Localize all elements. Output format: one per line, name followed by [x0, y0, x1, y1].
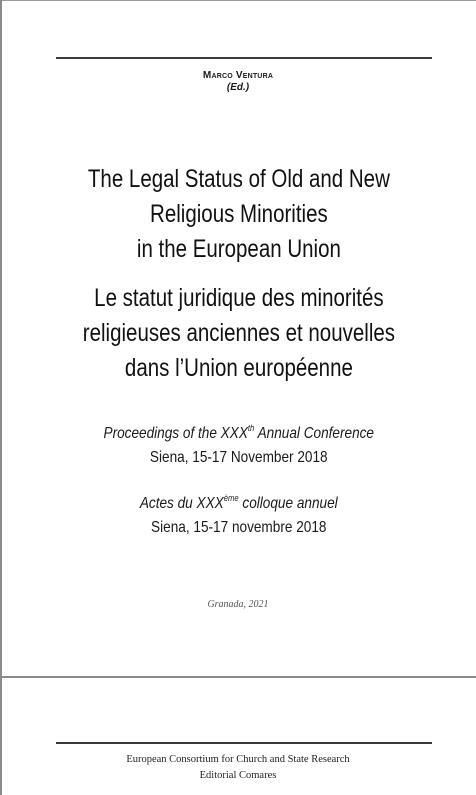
- proceedings-english-place-date: Siena, 15-17 November 2018: [149, 449, 328, 466]
- proceedings-french-sup: ème: [223, 493, 239, 503]
- title-french-line-2: religieuses anciennes et nouvelles: [82, 319, 396, 347]
- title-english-line-2: Religious Minorities: [150, 200, 328, 228]
- editor-block: [0, 70, 476, 94]
- title-english-line-1: The Legal Status of Old and New: [87, 165, 390, 193]
- title-english: [44, 162, 434, 267]
- proceedings-english-suffix: Annual Conference: [254, 425, 375, 442]
- proceedings-english: [36, 422, 441, 470]
- proceedings-english-sup: th: [247, 423, 255, 433]
- proceedings-french-place-date: Siena, 15-17 novembre 2018: [151, 519, 327, 536]
- proceedings-english-heading: [36, 422, 441, 446]
- title-french-line-1: Le statut juridique des minorités: [94, 284, 384, 312]
- title-french: [44, 281, 434, 386]
- top-rule: [56, 57, 432, 59]
- publisher-consortium: European Consortium for Church and State Research: [126, 754, 350, 765]
- proceedings-french-suffix: colloque annuel: [238, 495, 338, 512]
- editor-name: Marco Ventura: [202, 70, 274, 81]
- proceedings-french-heading: [36, 492, 441, 516]
- page-separator: [0, 676, 476, 678]
- publisher-name: Editorial Comares: [199, 770, 277, 781]
- title-english-line-3: in the European Union: [136, 235, 341, 263]
- publisher-block: [0, 752, 476, 784]
- proceedings-english-prefix: Proceedings of the XXX: [103, 425, 248, 442]
- page-top-border: [0, 0, 476, 1]
- proceedings-french-prefix: Actes du XXX: [139, 495, 224, 512]
- place-year: Granada, 2021: [207, 599, 269, 610]
- title-french-line-3: dans l’Union européenne: [124, 354, 353, 382]
- editor-role: (Ed.): [226, 82, 250, 93]
- proceedings-french: [36, 492, 441, 540]
- bottom-rule: [56, 742, 432, 744]
